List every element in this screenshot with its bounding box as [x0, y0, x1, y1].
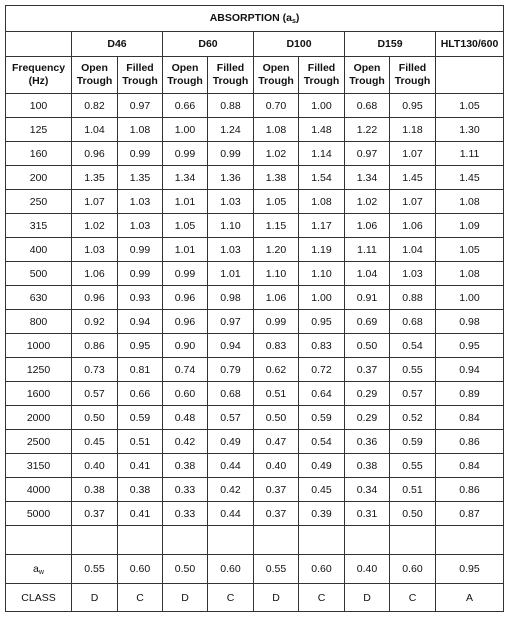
group-header-d46: D46 — [72, 32, 163, 57]
table-row — [6, 118, 504, 142]
value-cell: 0.38 — [345, 454, 390, 478]
value-cell: 0.39 — [299, 502, 345, 526]
aw-value-cell: 0.60 — [299, 555, 345, 584]
value-cell: 1.20 — [254, 238, 299, 262]
value-cell: 1.05 — [254, 190, 299, 214]
weighted-absorption-row — [6, 555, 504, 584]
sub-header-row — [6, 57, 504, 94]
value-cell: 1.00 — [163, 118, 208, 142]
value-cell: 1.08 — [254, 118, 299, 142]
value-cell: 0.37 — [72, 502, 118, 526]
class-value-cell: A — [436, 584, 504, 612]
table-row — [6, 94, 504, 118]
value-cell: 0.51 — [254, 382, 299, 406]
value-cell: 0.73 — [72, 358, 118, 382]
value-cell: 1.06 — [254, 286, 299, 310]
blank-cell — [6, 526, 72, 555]
value-cell: 0.37 — [254, 502, 299, 526]
value-cell: 0.95 — [436, 334, 504, 358]
class-value-cell: C — [390, 584, 436, 612]
value-cell: 0.96 — [163, 310, 208, 334]
frequency-header: Frequency (Hz) — [6, 57, 72, 94]
value-cell: 0.68 — [208, 382, 254, 406]
table-row — [6, 238, 504, 262]
empty-corner-cell — [6, 32, 72, 57]
table-row — [6, 382, 504, 406]
aw-value-cell: 0.50 — [163, 555, 208, 584]
value-cell: 1.07 — [390, 142, 436, 166]
frequency-cell: 1000 — [6, 334, 72, 358]
value-cell: 0.69 — [345, 310, 390, 334]
value-cell: 0.48 — [163, 406, 208, 430]
value-cell: 0.40 — [72, 454, 118, 478]
group-header-row — [6, 32, 504, 57]
value-cell: 0.50 — [390, 502, 436, 526]
class-value-cell: D — [345, 584, 390, 612]
value-cell: 0.96 — [72, 142, 118, 166]
value-cell: 1.07 — [72, 190, 118, 214]
value-cell: 0.92 — [72, 310, 118, 334]
class-row — [6, 584, 504, 612]
sub-header-open-trough: Open Trough — [163, 57, 208, 94]
aw-value-cell: 0.55 — [254, 555, 299, 584]
value-cell: 0.68 — [390, 310, 436, 334]
frequency-cell: 125 — [6, 118, 72, 142]
value-cell: 0.51 — [390, 478, 436, 502]
value-cell: 0.52 — [390, 406, 436, 430]
table-row — [6, 478, 504, 502]
value-cell: 0.94 — [436, 358, 504, 382]
value-cell: 0.37 — [345, 358, 390, 382]
table-row — [6, 262, 504, 286]
value-cell: 0.45 — [299, 478, 345, 502]
value-cell: 1.03 — [72, 238, 118, 262]
value-cell: 1.54 — [299, 166, 345, 190]
value-cell: 1.48 — [299, 118, 345, 142]
aw-label: $a_w$ — [6, 555, 72, 584]
absorption-table — [5, 5, 504, 612]
value-cell: 0.38 — [163, 454, 208, 478]
value-cell: 1.04 — [390, 238, 436, 262]
frequency-cell: 400 — [6, 238, 72, 262]
value-cell: 0.38 — [72, 478, 118, 502]
value-cell: 1.03 — [118, 190, 163, 214]
value-cell: 0.94 — [118, 310, 163, 334]
value-cell: 0.50 — [345, 334, 390, 358]
value-cell: 1.34 — [163, 166, 208, 190]
value-cell: 0.70 — [254, 94, 299, 118]
frequency-cell: 2500 — [6, 430, 72, 454]
value-cell: 0.99 — [118, 262, 163, 286]
blank-cell — [254, 526, 299, 555]
frequency-cell: 4000 — [6, 478, 72, 502]
value-cell: 1.15 — [254, 214, 299, 238]
value-cell: 0.31 — [345, 502, 390, 526]
value-cell: 0.74 — [163, 358, 208, 382]
frequency-cell: 2000 — [6, 406, 72, 430]
table-row — [6, 310, 504, 334]
value-cell: 1.03 — [118, 214, 163, 238]
value-cell: 0.57 — [208, 406, 254, 430]
sub-header-open-trough: Open Trough — [254, 57, 299, 94]
value-cell: 0.34 — [345, 478, 390, 502]
value-cell: 0.66 — [163, 94, 208, 118]
frequency-cell: 500 — [6, 262, 72, 286]
value-cell: 0.99 — [118, 238, 163, 262]
value-cell: 0.64 — [299, 382, 345, 406]
class-value-cell: C — [118, 584, 163, 612]
value-cell: 0.49 — [208, 430, 254, 454]
value-cell: 1.35 — [118, 166, 163, 190]
value-cell: 0.59 — [118, 406, 163, 430]
frequency-cell: 200 — [6, 166, 72, 190]
value-cell: 0.60 — [163, 382, 208, 406]
value-cell: 0.54 — [390, 334, 436, 358]
frequency-cell: 160 — [6, 142, 72, 166]
value-cell: 1.05 — [436, 94, 504, 118]
aw-value-cell: 0.60 — [208, 555, 254, 584]
blank-cell — [345, 526, 390, 555]
value-cell: 0.62 — [254, 358, 299, 382]
value-cell: 0.94 — [208, 334, 254, 358]
aw-value-cell: 0.55 — [72, 555, 118, 584]
value-cell: 1.10 — [299, 262, 345, 286]
value-cell: 1.03 — [208, 190, 254, 214]
value-cell: 0.96 — [163, 286, 208, 310]
value-cell: 1.02 — [254, 142, 299, 166]
value-cell: 1.06 — [390, 214, 436, 238]
frequency-cell: 1250 — [6, 358, 72, 382]
value-cell: 1.38 — [254, 166, 299, 190]
group-header-hlt130: HLT130/600 — [436, 32, 504, 57]
value-cell: 1.08 — [436, 190, 504, 214]
value-cell: 1.08 — [299, 190, 345, 214]
table-row — [6, 214, 504, 238]
value-cell: 0.66 — [118, 382, 163, 406]
blank-cell — [436, 526, 504, 555]
value-cell: 1.09 — [436, 214, 504, 238]
value-cell: 1.45 — [390, 166, 436, 190]
value-cell: 0.90 — [163, 334, 208, 358]
value-cell: 1.36 — [208, 166, 254, 190]
aw-value-cell: 0.60 — [118, 555, 163, 584]
value-cell: 0.88 — [390, 286, 436, 310]
value-cell: 0.95 — [390, 94, 436, 118]
table-row — [6, 286, 504, 310]
frequency-cell: 3150 — [6, 454, 72, 478]
group-header-d60: D60 — [163, 32, 254, 57]
value-cell: 0.99 — [254, 310, 299, 334]
value-cell: 1.10 — [208, 214, 254, 238]
value-cell: 1.30 — [436, 118, 504, 142]
class-value-cell: D — [163, 584, 208, 612]
value-cell: 0.72 — [299, 358, 345, 382]
value-cell: 0.95 — [118, 334, 163, 358]
value-cell: 1.02 — [345, 190, 390, 214]
value-cell: 1.04 — [72, 118, 118, 142]
value-cell: 0.55 — [390, 454, 436, 478]
value-cell: 1.45 — [436, 166, 504, 190]
value-cell: 0.57 — [390, 382, 436, 406]
value-cell: 0.81 — [118, 358, 163, 382]
blank-cell — [299, 526, 345, 555]
value-cell: 0.88 — [208, 94, 254, 118]
value-cell: 0.86 — [436, 478, 504, 502]
value-cell: 1.34 — [345, 166, 390, 190]
frequency-cell: 250 — [6, 190, 72, 214]
value-cell: 0.33 — [163, 478, 208, 502]
aw-value-cell: 0.95 — [436, 555, 504, 584]
value-cell: 0.44 — [208, 502, 254, 526]
value-cell: 0.44 — [208, 454, 254, 478]
value-cell: 0.84 — [436, 406, 504, 430]
sub-header-filled-trough: Filled Trough — [390, 57, 436, 94]
aw-value-cell: 0.60 — [390, 555, 436, 584]
value-cell: 0.45 — [72, 430, 118, 454]
blank-cell — [390, 526, 436, 555]
value-cell: 0.95 — [299, 310, 345, 334]
value-cell: 0.42 — [208, 478, 254, 502]
sub-header-open-trough: Open Trough — [72, 57, 118, 94]
value-cell: 1.08 — [118, 118, 163, 142]
group-header-d100: D100 — [254, 32, 345, 57]
frequency-cell: 100 — [6, 94, 72, 118]
value-cell: 0.59 — [390, 430, 436, 454]
value-cell: 1.05 — [163, 214, 208, 238]
value-cell: 1.35 — [72, 166, 118, 190]
blank-row — [6, 526, 504, 555]
value-cell: 0.79 — [208, 358, 254, 382]
blank-cell — [163, 526, 208, 555]
blank-cell — [208, 526, 254, 555]
value-cell: 0.29 — [345, 406, 390, 430]
frequency-cell: 630 — [6, 286, 72, 310]
value-cell: 0.36 — [345, 430, 390, 454]
value-cell: 0.51 — [118, 430, 163, 454]
value-cell: 0.83 — [299, 334, 345, 358]
value-cell: 1.18 — [390, 118, 436, 142]
frequency-cell: 315 — [6, 214, 72, 238]
value-cell: 0.97 — [208, 310, 254, 334]
frequency-cell: 1600 — [6, 382, 72, 406]
class-value-cell: D — [254, 584, 299, 612]
class-label: CLASS — [6, 584, 72, 612]
blank-cell — [72, 526, 118, 555]
class-value-cell: D — [72, 584, 118, 612]
value-cell: 0.86 — [72, 334, 118, 358]
table-row — [6, 166, 504, 190]
value-cell: 0.99 — [208, 142, 254, 166]
value-cell: 1.22 — [345, 118, 390, 142]
value-cell: 0.40 — [254, 454, 299, 478]
table-row — [6, 430, 504, 454]
value-cell: 0.29 — [345, 382, 390, 406]
value-cell: 1.03 — [208, 238, 254, 262]
value-cell: 0.33 — [163, 502, 208, 526]
value-cell: 0.57 — [72, 382, 118, 406]
frequency-cell: 5000 — [6, 502, 72, 526]
table-row — [6, 358, 504, 382]
value-cell: 1.14 — [299, 142, 345, 166]
value-cell: 1.01 — [163, 238, 208, 262]
value-cell: 1.08 — [436, 262, 504, 286]
group-header-d159: D159 — [345, 32, 436, 57]
value-cell: 1.19 — [299, 238, 345, 262]
value-cell: 1.00 — [436, 286, 504, 310]
value-cell: 0.41 — [118, 454, 163, 478]
value-cell: 0.99 — [163, 262, 208, 286]
value-cell: 0.50 — [72, 406, 118, 430]
value-cell: 0.49 — [299, 454, 345, 478]
value-cell: 0.59 — [299, 406, 345, 430]
value-cell: 1.05 — [436, 238, 504, 262]
value-cell: 1.01 — [208, 262, 254, 286]
value-cell: 1.00 — [299, 286, 345, 310]
value-cell: 1.06 — [72, 262, 118, 286]
value-cell: 1.24 — [208, 118, 254, 142]
table-row — [6, 454, 504, 478]
table-title: ABSORPTION $(a_s)$ — [6, 6, 504, 32]
value-cell: 1.11 — [345, 238, 390, 262]
value-cell: 0.50 — [254, 406, 299, 430]
value-cell: 0.91 — [345, 286, 390, 310]
value-cell: 1.17 — [299, 214, 345, 238]
value-cell: 0.41 — [118, 502, 163, 526]
value-cell: 0.97 — [345, 142, 390, 166]
value-cell: 0.86 — [436, 430, 504, 454]
value-cell: 0.42 — [163, 430, 208, 454]
value-cell: 1.03 — [390, 262, 436, 286]
value-cell: 1.06 — [345, 214, 390, 238]
value-cell: 1.01 — [163, 190, 208, 214]
value-cell: 0.82 — [72, 94, 118, 118]
value-cell: 0.99 — [163, 142, 208, 166]
table-row — [6, 142, 504, 166]
value-cell: 0.93 — [118, 286, 163, 310]
value-cell: 1.02 — [72, 214, 118, 238]
value-cell: 1.10 — [254, 262, 299, 286]
value-cell: 0.38 — [118, 478, 163, 502]
value-cell: 0.98 — [436, 310, 504, 334]
value-cell: 0.55 — [390, 358, 436, 382]
sub-header-filled-trough: Filled Trough — [299, 57, 345, 94]
table-row — [6, 190, 504, 214]
value-cell: 0.87 — [436, 502, 504, 526]
sub-header-filled-trough: Filled Trough — [118, 57, 163, 94]
frequency-cell: 800 — [6, 310, 72, 334]
value-cell: 1.00 — [299, 94, 345, 118]
sub-header-filled-trough: Filled Trough — [208, 57, 254, 94]
value-cell: 0.47 — [254, 430, 299, 454]
value-cell: 1.04 — [345, 262, 390, 286]
sub-header-open-trough: Open Trough — [345, 57, 390, 94]
value-cell: 0.84 — [436, 454, 504, 478]
value-cell: 0.68 — [345, 94, 390, 118]
title-row — [6, 6, 504, 32]
value-cell: 0.97 — [118, 94, 163, 118]
class-value-cell: C — [208, 584, 254, 612]
table-row — [6, 502, 504, 526]
table-row — [6, 334, 504, 358]
value-cell: 0.83 — [254, 334, 299, 358]
aw-value-cell: 0.40 — [345, 555, 390, 584]
class-value-cell: C — [299, 584, 345, 612]
value-cell: 0.96 — [72, 286, 118, 310]
value-cell: 0.99 — [118, 142, 163, 166]
value-cell: 1.11 — [436, 142, 504, 166]
value-cell: 0.37 — [254, 478, 299, 502]
value-cell: 0.89 — [436, 382, 504, 406]
blank-cell — [118, 526, 163, 555]
table-row — [6, 406, 504, 430]
value-cell: 0.54 — [299, 430, 345, 454]
value-cell: 1.07 — [390, 190, 436, 214]
value-cell: 0.98 — [208, 286, 254, 310]
sub-header-hlt-empty — [436, 57, 504, 94]
